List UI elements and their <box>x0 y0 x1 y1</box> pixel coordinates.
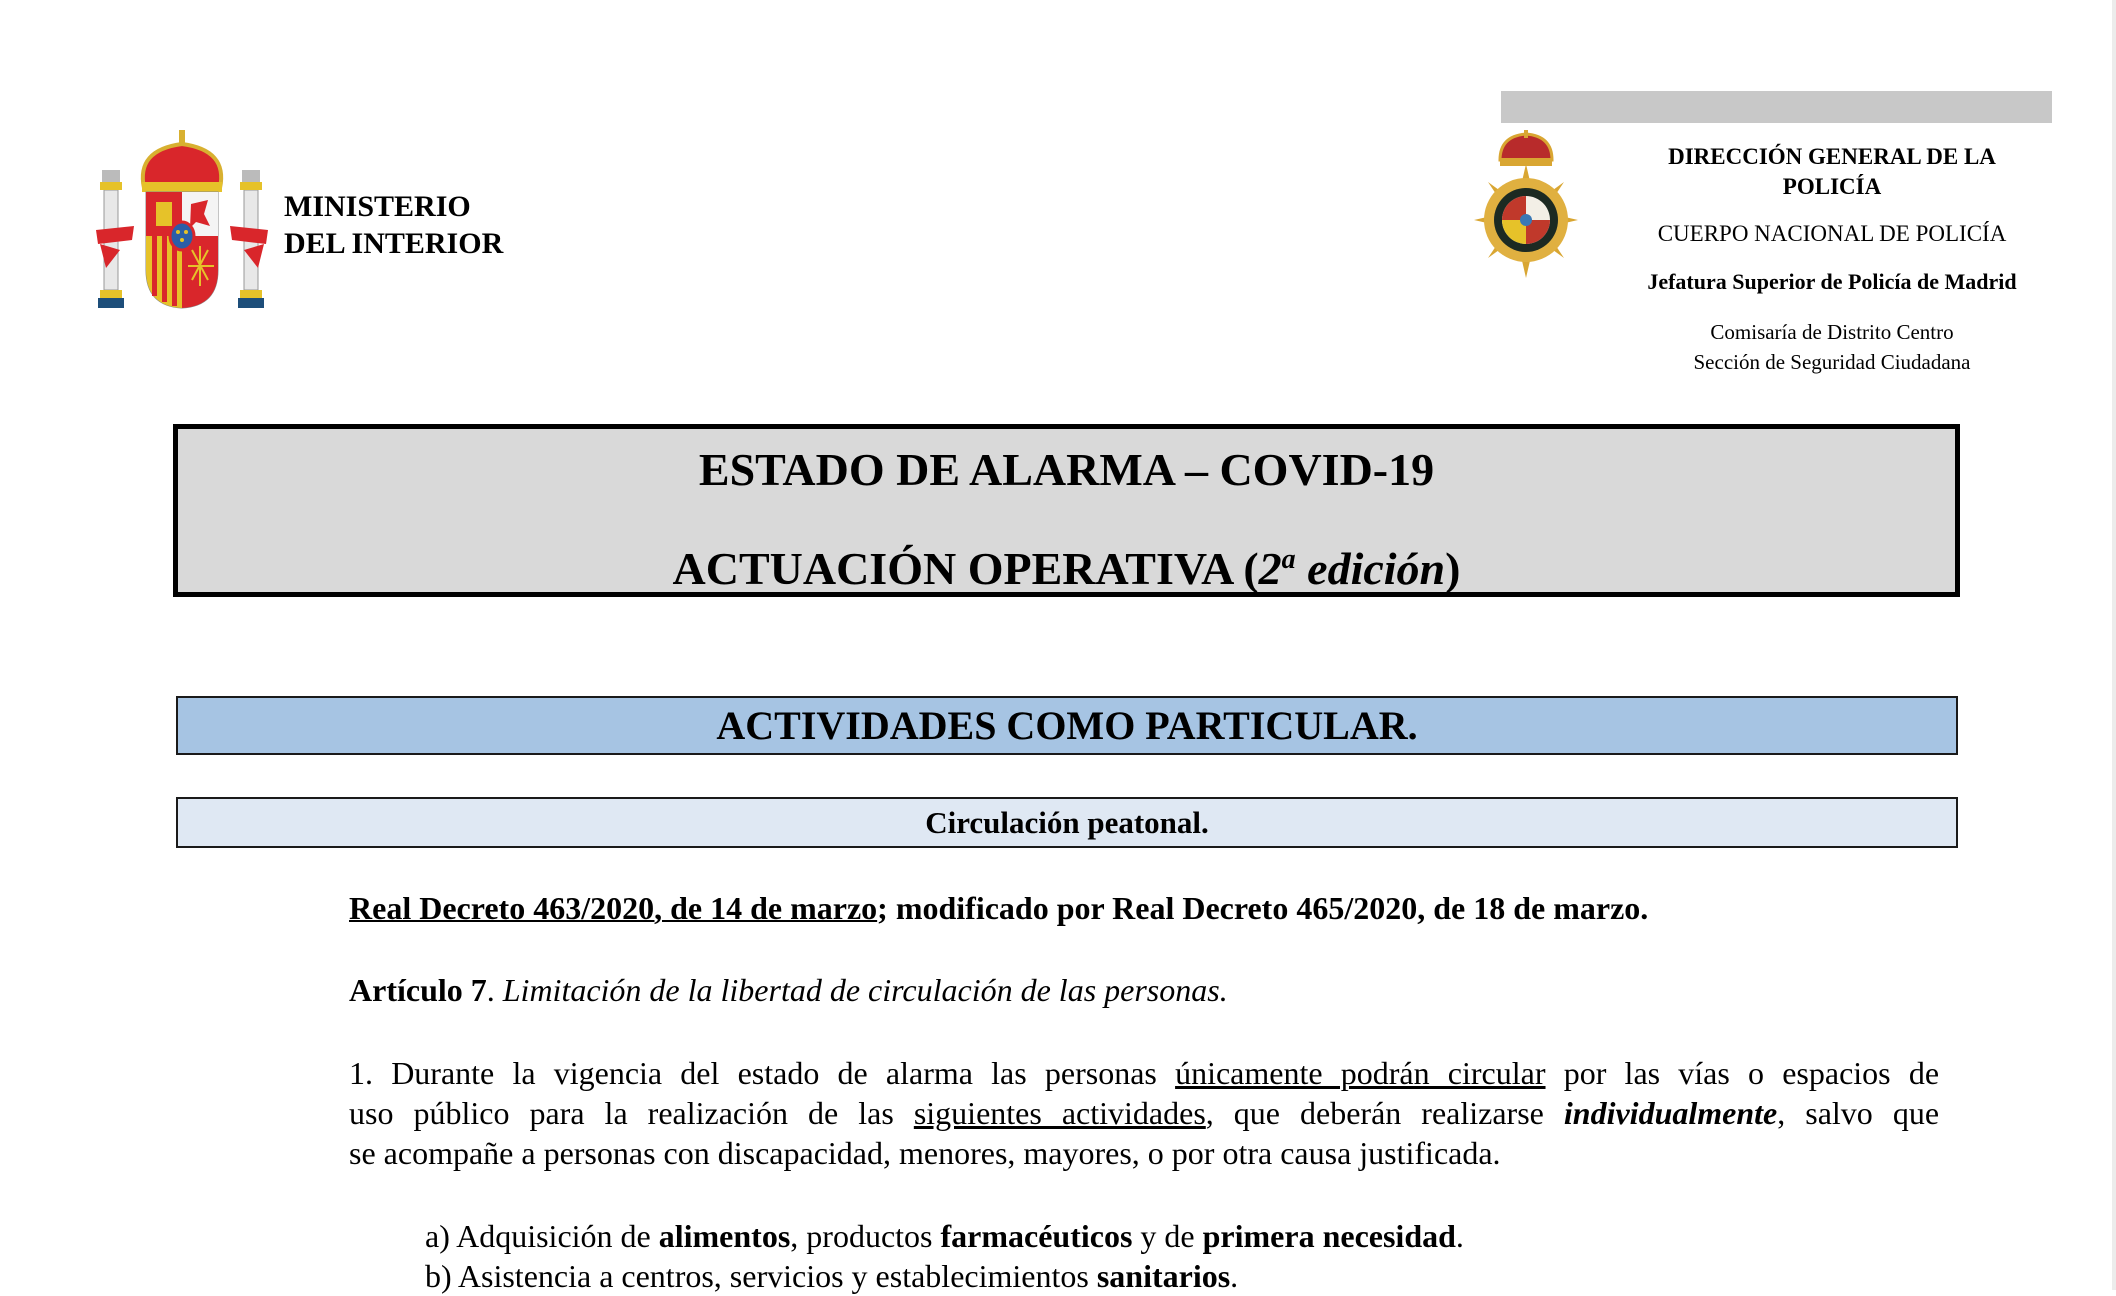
scrollbar[interactable] <box>2112 0 2116 1290</box>
underlined-text: siguientes actividades <box>913 1095 1206 1131</box>
document-title-line1: ESTADO DE ALARMA – COVID-19 <box>698 444 1435 495</box>
ministry-line1: MINISTERIO <box>284 190 471 223</box>
police-directorate-line2: POLICÍA <box>1782 174 1882 199</box>
bold-text: primera necesidad <box>1202 1218 1456 1254</box>
text: uso público para la realización de las <box>349 1095 914 1131</box>
text: por las vías o espacios de <box>1545 1055 1940 1091</box>
edition-ordinal: a <box>1281 544 1296 575</box>
article-sep: . <box>486 972 503 1008</box>
document-title-line2 <box>178 539 1955 599</box>
police-directorate-line1: DIRECCIÓN GENERAL DE LA <box>1668 144 1996 169</box>
police-department-header <box>1590 142 2074 377</box>
text: y de <box>1132 1218 1203 1254</box>
paragraph-line <box>349 1093 1939 1133</box>
paragraph-line: se acompañe a personas con discapacidad, menores, mayores, o por otra causa justificada. <box>349 1135 1501 1171</box>
spain-coat-of-arms-icon <box>96 130 268 310</box>
emphasis-text: individualmente <box>1563 1095 1778 1131</box>
list-item <box>425 1256 1464 1296</box>
text: , productos <box>790 1218 941 1254</box>
title-close-paren: ) <box>1445 543 1461 594</box>
article-title: Limitación de la libertad de circulación de las personas. <box>502 972 1228 1008</box>
text: a) Adquisición de <box>425 1218 659 1254</box>
police-headquarters: Jefatura Superior de Policía de Madrid <box>1647 269 2017 294</box>
subsection-heading: Circulación peatonal. <box>176 797 1958 848</box>
list-item <box>425 1216 1464 1256</box>
document-title-box <box>173 424 1960 597</box>
decree-reference <box>349 888 1939 928</box>
underlined-text: únicamente podrán circular <box>1175 1055 1546 1091</box>
police-corps: CUERPO NACIONAL DE POLICÍA <box>1657 221 2007 246</box>
bold-text: sanitarios <box>1096 1258 1231 1294</box>
text: , salvo que <box>1777 1095 1940 1131</box>
policia-nacional-badge-icon <box>1470 130 1582 282</box>
decree-link: Real Decreto 463/2020, de 14 de marzo <box>349 890 878 926</box>
text: , que deberán realizarse <box>1205 1095 1564 1131</box>
text: . <box>1455 1218 1464 1254</box>
bold-text: alimentos <box>658 1218 791 1254</box>
police-section: Sección de Seguridad Ciudadana <box>1693 350 1971 374</box>
header-gray-bar <box>1501 91 2052 123</box>
article-heading <box>349 970 1939 1010</box>
text: . <box>1230 1258 1239 1294</box>
paragraph-line <box>349 1053 1939 1093</box>
activities-list <box>425 1216 1464 1296</box>
bold-text: farmacéuticos <box>940 1218 1133 1254</box>
section-heading: ACTIVIDADES COMO PARTICULAR. <box>176 696 1958 755</box>
article-paragraph-1 <box>349 1053 1939 1173</box>
edition-word: edición <box>1295 543 1446 594</box>
text: b) Asistencia a centros, servicios y establecimientos <box>425 1258 1097 1294</box>
ministry-name <box>284 188 503 262</box>
text: 1. Durante la vigencia del estado de alarma las personas <box>349 1055 1176 1091</box>
title-main-text: ACTUACIÓN OPERATIVA ( <box>672 543 1259 594</box>
ministry-line2: DEL INTERIOR <box>284 227 504 260</box>
decree-rest: ; modificado por Real Decreto 465/2020, de 18 de marzo. <box>877 890 1649 926</box>
edition-number: 2 <box>1258 543 1282 594</box>
article-label: Artículo 7 <box>349 972 487 1008</box>
police-station: Comisaría de Distrito Centro <box>1710 320 1954 344</box>
